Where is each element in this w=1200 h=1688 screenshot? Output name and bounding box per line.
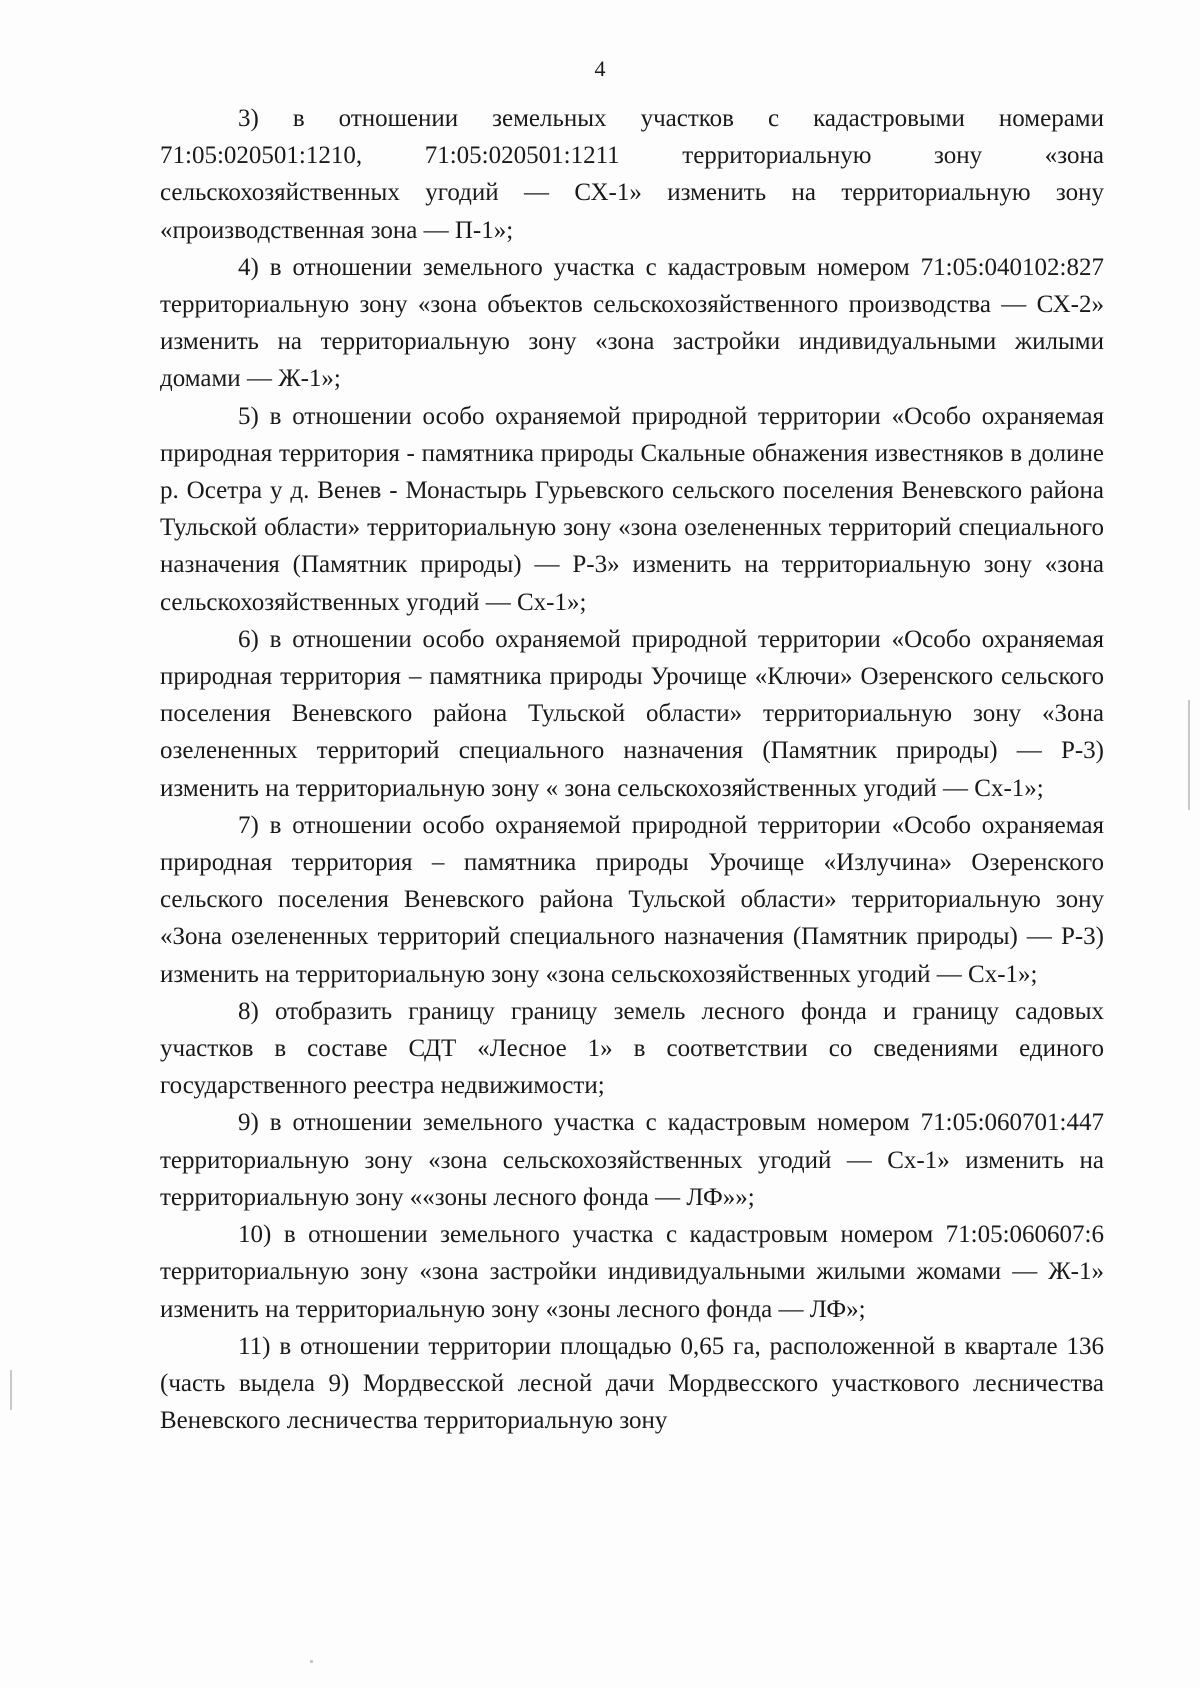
scan-artifact-right <box>1188 700 1190 810</box>
paragraph-item-7: 7) в отношении особо охраняемой природной территории «Особо охраняемая природная территория – памятника природы Урочище «Излучина» Озеренского сельского поселения Веневского района Тульской области» территориальную зону «Зона озелененных территорий специального назначения (Памятник природы) — Р-3) изменить на территориальную зону «зона сельскохозяйственных угодий — Сх-1»; <box>160 811 1104 988</box>
paragraph-item-5: 5) в отношении особо охраняемой природной территории «Особо охраняемая природная территория - памятника природы Скальные обнажения известняков в долине р. Осетра у д. Венев - Монастырь Гурьевского сельского поселения Веневского района Тульской области» территориальную зону «зона озелененных территорий специального назначения (Памятник природы) — Р-3» изменить на территориальную зону «зона сельскохозяйственных угодий — Сх-1»; <box>160 402 1104 616</box>
paragraph-item-10: 10) в отношении земельного участка с кадастровым номером 71:05:060607:6 территориальную зону «зона застройки индивидуальными жилыми жомами — Ж-1» изменить на территориальную зону «зоны лесного фонда — ЛФ»; <box>160 1221 1104 1323</box>
paragraph-item-11: 11) в отношении территории площадью 0,65 га, расположенной в квартале 136 (часть выдела 9) Мордвесской лесной дачи Мордвесского участкового лесничества Веневского лесничества территориальную зону <box>160 1332 1104 1435</box>
paragraph-item-8: 8) отобразить границу границу земель лесного фонда и границу садовых участков в составе СДТ «Лесное 1» в соответствии со сведениями единого государственного реестра недвижимости; <box>160 997 1104 1100</box>
paragraph-item-3: 3) в отношении земельных участков с кадастровыми номерами 71:05:020501:1210, 71:05:020501:1211 территориальную зону «зона сельскохозяйственных угодий — СХ-1» изменить на территориальную зону «производственная зона — П-1»; <box>160 105 1104 244</box>
page-number: 4 <box>594 56 606 81</box>
scan-artifact-bottom <box>310 1660 313 1663</box>
scan-artifact-left <box>10 1370 12 1410</box>
document-body <box>160 100 1104 1439</box>
paragraph-item-6: 6) в отношении особо охраняемой природной территории «Особо охраняемая природная территория – памятника природы Урочище «Ключи» Озеренского сельского поселения Веневского района Тульской области» территориальную зону «Зона озелененных территорий специального назначения (Памятник природы) — Р-3) изменить на территориальную зону « зона сельскохозяйственных угодий — Сх-1»; <box>160 625 1104 802</box>
paragraph-item-4: 4) в отношении земельного участка с кадастровым номером 71:05:040102:827 территориальную зону «зона объектов сельскохозяйственного производства — СХ-2» изменить на территориальную зону «зона застройки индивидуальными жилыми домами — Ж-1»; <box>160 253 1104 393</box>
paragraph-item-9: 9) в отношении земельного участка с кадастровым номером 71:05:060701:447 территориальную зону «зона сельскохозяйственных угодий — Сх-1» изменить на территориальную зону ««зоны лесного фонда — ЛФ»»; <box>160 1109 1104 1211</box>
